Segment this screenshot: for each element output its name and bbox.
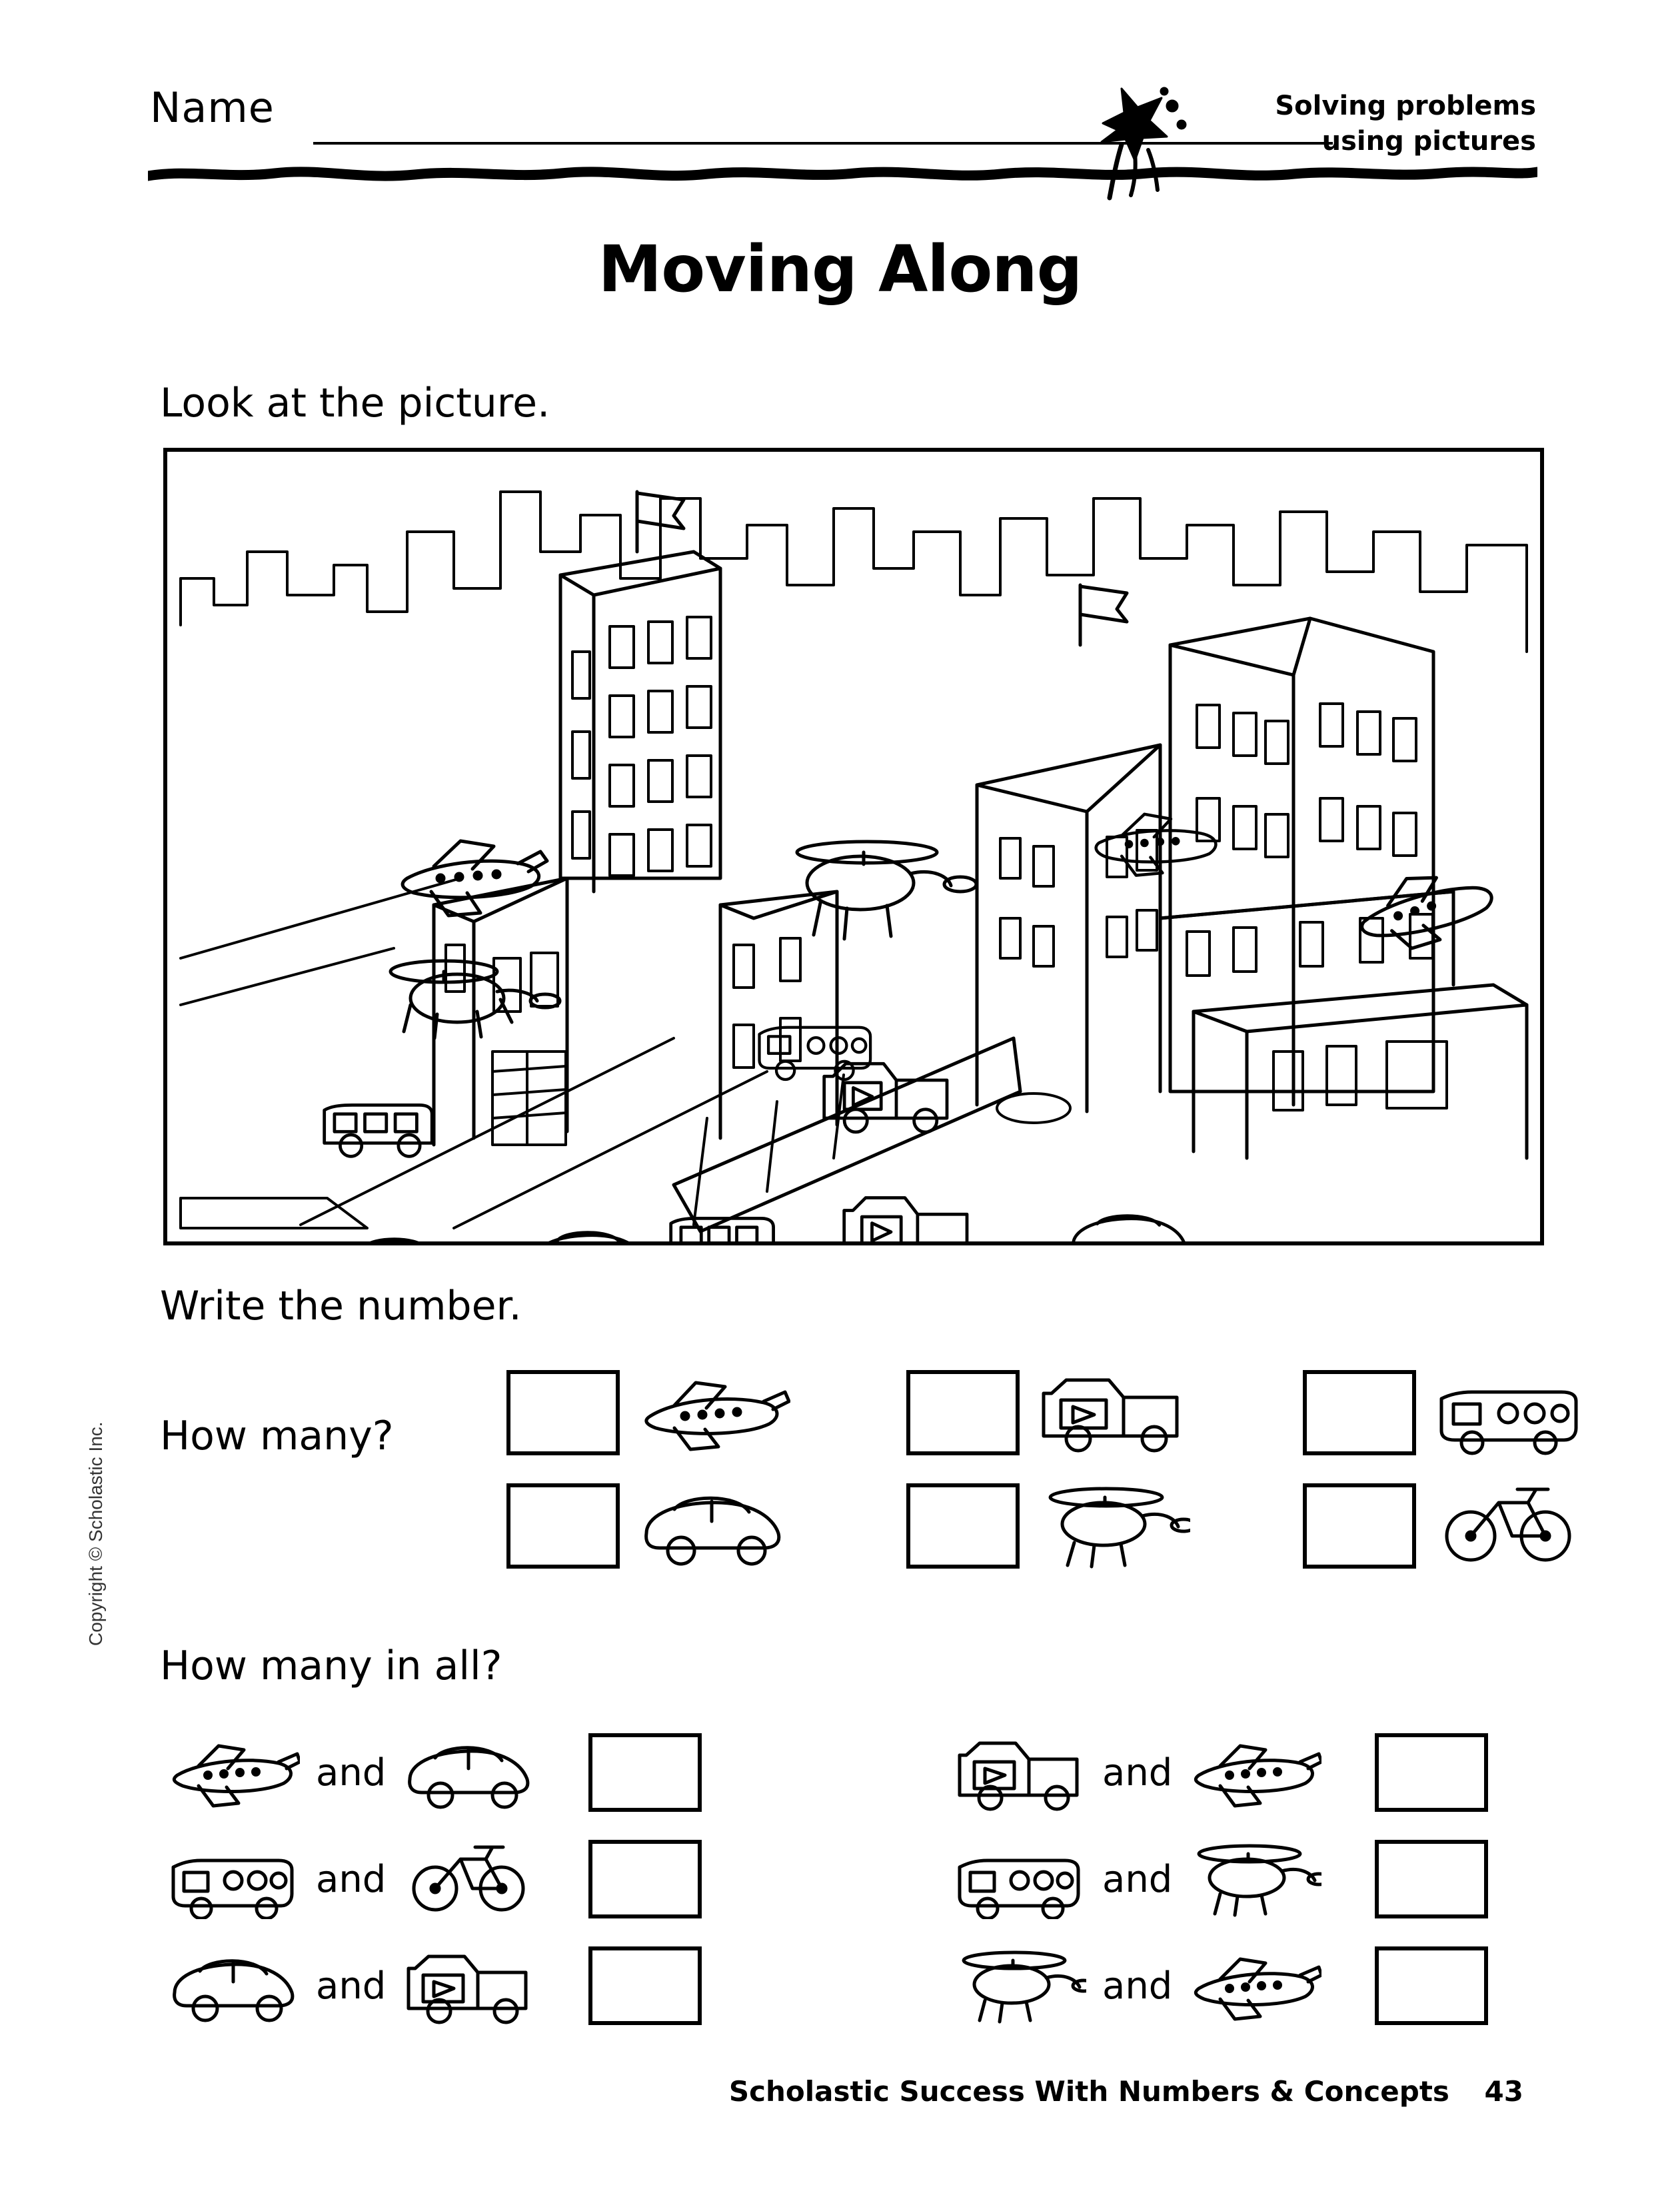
bus-icon <box>953 1839 1086 1919</box>
sum-row-truck-airplane <box>953 1733 1488 1813</box>
instruction-look: Look at the picture. <box>160 380 550 426</box>
answer-box-car[interactable] <box>506 1483 620 1569</box>
bus-icon <box>1433 1369 1587 1456</box>
car-icon <box>637 1483 790 1569</box>
answer-box-sum-1[interactable] <box>588 1733 702 1812</box>
answer-box-truck[interactable] <box>906 1370 1020 1455</box>
airplane-icon <box>1188 1733 1321 1813</box>
name-row <box>150 83 1536 157</box>
answer-box-helicopter[interactable] <box>906 1483 1020 1569</box>
helicopter-icon <box>1188 1839 1321 1919</box>
footer-page-number: 43 <box>1484 2075 1523 2108</box>
and-label: and <box>316 1964 387 2008</box>
label-how-many: How many? <box>160 1413 394 1459</box>
airplane-icon <box>167 1733 300 1813</box>
count-item-airplane <box>506 1369 790 1456</box>
answer-box-sum-3[interactable] <box>588 1946 702 2025</box>
truck-icon <box>1037 1369 1190 1456</box>
star-doodle-icon <box>1083 83 1196 203</box>
count-item-helicopter <box>906 1483 1190 1569</box>
truck-icon <box>402 1946 535 2026</box>
truck-icon <box>953 1733 1086 1813</box>
helicopter-icon <box>953 1946 1086 2026</box>
answer-box-sum-6[interactable] <box>1375 1946 1488 2025</box>
and-label: and <box>316 1857 387 1901</box>
count-item-bicycle <box>1303 1483 1587 1569</box>
name-label: Name <box>150 83 275 132</box>
sum-row-helicopter-airplane <box>953 1946 1488 2026</box>
car-icon <box>402 1733 535 1813</box>
sum-row-bus-helicopter <box>953 1839 1488 1919</box>
and-label: and <box>1102 1751 1173 1795</box>
instruction-how-many-in-all: How many in all? <box>160 1643 502 1689</box>
and-label: and <box>1102 1857 1173 1901</box>
instruction-write-the-number: Write the number. <box>160 1283 522 1329</box>
bus-icon <box>167 1839 300 1919</box>
and-label: and <box>1102 1964 1173 2008</box>
airplane-icon <box>637 1369 790 1456</box>
skill-note-line2: using pictures <box>1321 125 1536 157</box>
and-label: and <box>316 1751 387 1795</box>
bicycle-icon <box>1433 1483 1587 1569</box>
bicycle-icon <box>402 1839 535 1919</box>
answer-box-bus[interactable] <box>1303 1370 1416 1455</box>
answer-box-sum-4[interactable] <box>1375 1733 1488 1812</box>
answer-box-airplane[interactable] <box>506 1370 620 1455</box>
header-divider <box>148 165 1537 183</box>
sum-row-car-truck <box>167 1946 702 2026</box>
city-scene-picture <box>163 448 1544 1245</box>
page-title: Moving Along <box>598 232 1082 307</box>
answer-box-bicycle[interactable] <box>1303 1483 1416 1569</box>
footer-book-title: Scholastic Success With Numbers & Concepts <box>728 2075 1449 2108</box>
car-icon <box>167 1946 300 2026</box>
worksheet-skill-note <box>1190 89 1536 159</box>
footer <box>729 2075 1523 2108</box>
count-item-car <box>506 1483 790 1569</box>
copyright-notice: Copyright © Scholastic Inc. <box>85 1421 106 1646</box>
airplane-icon <box>1188 1946 1321 2026</box>
sum-row-bus-bicycle <box>167 1839 702 1919</box>
sum-row-airplane-car <box>167 1733 702 1813</box>
helicopter-icon <box>1037 1483 1190 1569</box>
answer-box-sum-5[interactable] <box>1375 1840 1488 1918</box>
answer-box-sum-2[interactable] <box>588 1840 702 1918</box>
count-item-truck <box>906 1369 1190 1456</box>
count-item-bus <box>1303 1369 1587 1456</box>
skill-note-line1: Solving problems <box>1275 91 1536 121</box>
